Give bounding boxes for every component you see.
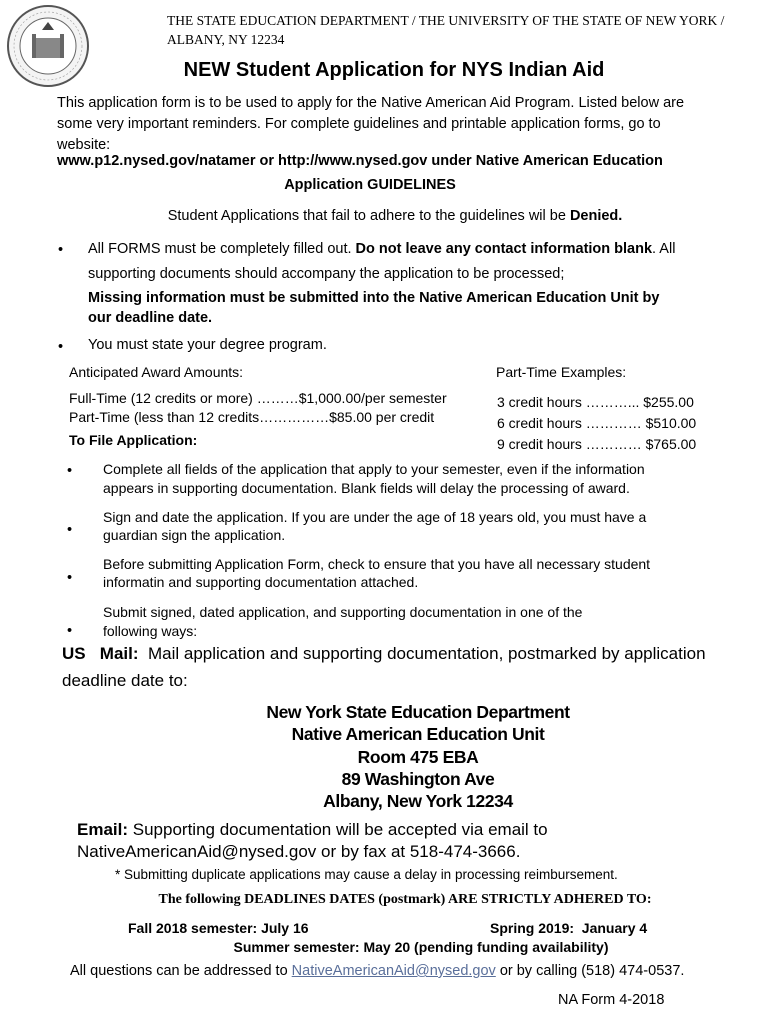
forms-line-3: Missing information must be submitted into the Native American Education Unit by bbox=[88, 290, 660, 306]
bullet-forms bbox=[88, 240, 675, 258]
contact-email-link[interactable]: NativeAmericanAid@nysed.gov bbox=[291, 963, 496, 979]
address-line: New York State Education Department bbox=[266, 702, 570, 722]
award-part-time: Part-Time (less than 12 credits……………$85.00 per credit bbox=[69, 409, 435, 425]
file-item-1-line-2: appears in supporting documentation. Blank fields will delay the processing of award. bbox=[103, 480, 630, 496]
email-text: Supporting documentation will be accepted via email to bbox=[128, 820, 548, 839]
file-item-3-line-1: Before submitting Application Form, check to ensure that you have all necessary student bbox=[103, 556, 651, 572]
to-file-heading: To File Application: bbox=[69, 432, 198, 448]
email-line-1 bbox=[77, 821, 548, 839]
forms-line-4: our deadline date. bbox=[88, 310, 213, 326]
website-line: www.p12.nysed.gov/natamer or http://www.nysed.gov under Native American Education bbox=[57, 153, 663, 169]
questions-post: or by calling (518) 474-0537. bbox=[495, 963, 685, 979]
nys-seal-logo bbox=[6, 4, 90, 88]
bullet-icon: • bbox=[67, 522, 73, 538]
intro-line-2: some very important reminders. For complete guidelines and printable application forms, go to bbox=[57, 116, 661, 132]
forms-bold: Do not leave any contact information blank bbox=[355, 241, 653, 257]
example-row: 6 credit hours ………… $510.00 bbox=[497, 415, 697, 431]
example-row: 3 credit hours ………... $255.00 bbox=[497, 394, 694, 410]
bullet-icon: • bbox=[58, 339, 64, 355]
spring-deadline: Spring 2019: January 4 bbox=[490, 920, 648, 936]
mail-text: Mail application and supporting documentation, postmarked by application bbox=[147, 644, 706, 663]
file-item-3-line-2: informatin and supporting documentation attached. bbox=[103, 574, 419, 590]
bullet-icon: • bbox=[67, 570, 73, 586]
example-row: 9 credit hours ………… $765.00 bbox=[497, 436, 697, 452]
bullet-icon: • bbox=[67, 463, 73, 479]
forms-text: All FORMS must be completely filled out. bbox=[88, 241, 356, 257]
intro-line-3: website: bbox=[57, 137, 111, 153]
denied-bold: Denied. bbox=[569, 208, 623, 224]
awards-heading: Anticipated Award Amounts: bbox=[69, 364, 244, 380]
denied-text: Student Applications that fail to adhere to the guidelines wil be bbox=[167, 208, 570, 224]
bullet-icon: • bbox=[58, 242, 64, 258]
denied-notice bbox=[168, 207, 623, 225]
bullet-degree: You must state your degree program. bbox=[88, 337, 327, 353]
questions-line bbox=[70, 962, 684, 980]
header-line-1: THE STATE EDUCATION DEPARTMENT / THE UNIVERSITY OF THE STATE OF NEW YORK / bbox=[167, 13, 725, 28]
forms-end: . All bbox=[652, 241, 676, 257]
mail-label: US Mail: bbox=[62, 644, 139, 663]
header-line-2: ALBANY, NY 12234 bbox=[167, 32, 285, 47]
email-line-2: NativeAmericanAid@nysed.gov or by fax at 518-474-3666. bbox=[77, 842, 521, 861]
award-full-time: Full-Time (12 credits or more) ………$1,000.00/per semester bbox=[69, 390, 447, 406]
file-item-2-line-1: Sign and date the application. If you are under the age of 18 years old, you must have a bbox=[103, 509, 647, 525]
mail-line-2: deadline date to: bbox=[62, 671, 188, 690]
intro-line-1: This application form is to be used to apply for the Native American Aid Program. Listed below are bbox=[57, 95, 685, 111]
summer-deadline: Summer semester: May 20 (pending funding availability) bbox=[233, 939, 609, 955]
email-label: Email: bbox=[77, 820, 129, 839]
page-title: NEW Student Application for NYS Indian Aid bbox=[183, 59, 605, 81]
file-item-4-line-1: Submit signed, dated application, and supporting documentation in one of the bbox=[103, 604, 583, 620]
address-line: Albany, New York 12234 bbox=[323, 791, 513, 811]
file-item-4-line-2: following ways: bbox=[103, 623, 198, 639]
address-line: Room 475 EBA bbox=[357, 747, 479, 767]
mail-line-1 bbox=[62, 645, 706, 663]
address-line: 89 Washington Ave bbox=[341, 769, 495, 789]
questions-pre: All questions can be addressed to bbox=[70, 963, 292, 979]
file-item-2-line-2: guardian sign the application. bbox=[103, 527, 286, 543]
examples-heading: Part-Time Examples: bbox=[496, 364, 627, 380]
fall-deadline: Fall 2018 semester: July 16 bbox=[128, 920, 309, 936]
duplicate-note: * Submitting duplicate applications may cause a delay in processing reimbursement. bbox=[115, 867, 618, 882]
address-line: Native American Education Unit bbox=[291, 724, 545, 744]
bullet-icon: • bbox=[67, 623, 73, 639]
forms-line-2: supporting documents should accompany the application to be processed; bbox=[88, 266, 565, 282]
form-id: NA Form 4-2018 bbox=[558, 992, 665, 1008]
file-item-1-line-1: Complete all fields of the application that apply to your semester, even if the information bbox=[103, 461, 645, 477]
deadlines-heading: The following DEADLINES DATES (postmark) ARE STRICTLY ADHERED TO: bbox=[158, 892, 652, 907]
guidelines-heading: Application GUIDELINES bbox=[284, 177, 456, 193]
